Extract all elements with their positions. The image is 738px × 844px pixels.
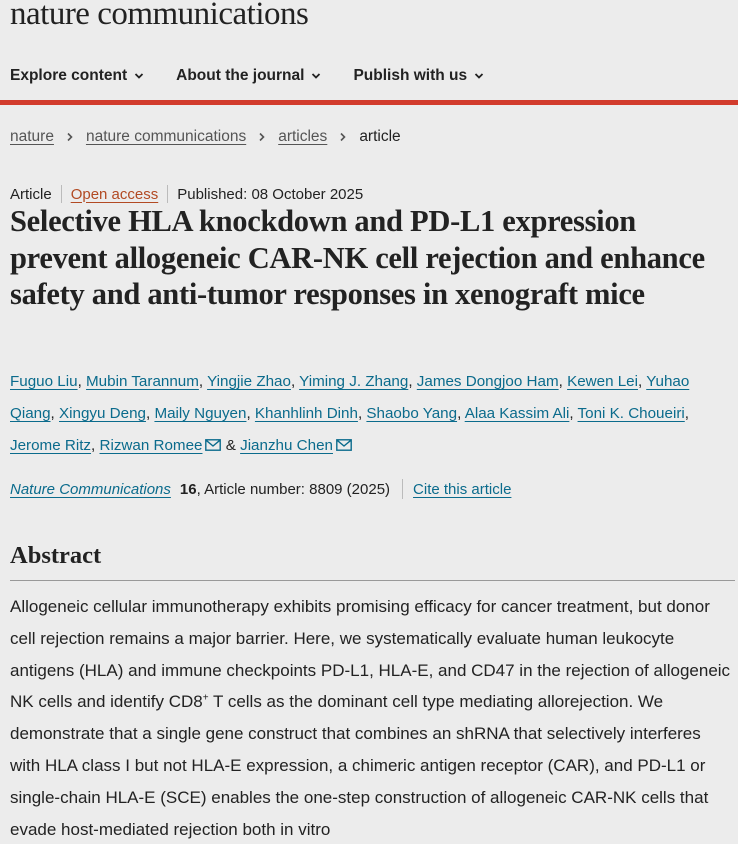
breadcrumb-nature-communications[interactable]: nature communications [85, 128, 247, 145]
site-logo[interactable]: nature communications [10, 0, 309, 32]
author-link[interactable]: Alaa Kassim Ali [464, 405, 570, 422]
author-link[interactable]: Kewen Lei [567, 373, 639, 390]
chevron-down-icon [474, 71, 484, 81]
author-separator: , [457, 405, 462, 422]
breadcrumb [10, 126, 401, 148]
envelope-icon[interactable] [336, 439, 352, 451]
article-meta [10, 184, 363, 204]
author-separator: , [408, 373, 413, 390]
abstract-divider [10, 580, 735, 581]
author-link[interactable]: Yiming J. Zhang [299, 373, 409, 390]
author-list [10, 366, 730, 462]
author-link[interactable]: Xingyu Deng [59, 405, 146, 422]
article-type: Article [10, 185, 52, 203]
author-separator: , [77, 373, 82, 390]
cite-this-article-link[interactable]: Cite this article [413, 480, 512, 498]
abstract-heading: Abstract [10, 542, 102, 569]
article-number: , Article number: 8809 (2025) [196, 480, 391, 498]
nav-about-journal[interactable] [176, 67, 321, 85]
author-separator: , [569, 405, 574, 422]
chevron-right-icon [258, 132, 266, 142]
author-separator: , [246, 405, 251, 422]
meta-divider [167, 185, 168, 203]
nav-label: Publish with us [353, 67, 468, 84]
article-title: Selective HLA knockdown and PD-L1 expression prevent allogeneic CAR-NK cell rejection and enhance safety and anti-tumor responses in xenograft mice [10, 204, 705, 311]
breadcrumb-nature[interactable]: nature [10, 128, 54, 145]
open-access-link[interactable]: Open access [70, 185, 159, 203]
nav-label: Explore content [10, 67, 128, 84]
abstract-text [10, 591, 732, 844]
author-separator: , [145, 405, 151, 422]
author-separator: , [638, 373, 643, 390]
envelope-icon[interactable] [205, 439, 221, 451]
author-separator: , [558, 373, 563, 390]
author-separator: , [91, 437, 96, 454]
author-ampersand: & [225, 437, 236, 454]
superscript-plus: + [202, 692, 209, 704]
author-separator: , [290, 373, 296, 390]
citation-divider [402, 479, 403, 499]
breadcrumb-current: article [359, 128, 401, 145]
author-link[interactable]: Maily Nguyen [154, 405, 247, 422]
main-nav [0, 56, 738, 96]
chevron-right-icon [339, 132, 347, 142]
volume-number: 16 [179, 480, 197, 498]
header-accent-bar [0, 100, 738, 105]
author-link[interactable]: Toni K. Choueiri [577, 405, 685, 422]
published-date: Published: 08 October 2025 [177, 185, 364, 203]
journal-link[interactable]: Nature Communications [10, 480, 171, 498]
author-link[interactable]: Mubin Tarannum [86, 373, 199, 390]
author-separator: , [684, 405, 689, 422]
abstract-text-part1: Allogeneic cellular immunotherapy exhibits promising efficacy for cancer treatment, but donor cell rejection remains a major barrier. Here, we systematically evaluate human leukocyte antigens (HLA) and immune checkpoints PD-L1, HLA-E, and CD47 in the rejection of allogeneic NK cells and identify CD8 [10, 597, 731, 712]
author-link[interactable]: Jerome Ritz [10, 437, 92, 454]
author-link[interactable]: Shaobo Yang [366, 405, 458, 422]
abstract-text-part2: T cells as the dominant cell type mediating allorejection. We demonstrate that a single gene construct that combines an shRNA that selectively interferes with HLA class I but not HLA-E expression, a chimeric antigen receptor (CAR), and PD-L1 or single-chain HLA-E (SCE) enables the one-step construction of allogeneic CAR-NK cells that evade host-mediated rejection both in vitro [10, 692, 709, 839]
breadcrumb-articles[interactable]: articles [278, 128, 328, 145]
citation-line [10, 478, 511, 500]
chevron-right-icon [66, 132, 74, 142]
author-separator: , [50, 405, 55, 422]
meta-divider [61, 185, 62, 203]
nav-label: About the journal [176, 67, 305, 84]
author-link[interactable]: Fuguo Liu [10, 373, 78, 390]
author-link[interactable]: Yuhao Qiang [10, 373, 690, 422]
author-separator: , [357, 405, 363, 422]
author-link[interactable]: Jianzhu Chen [240, 437, 333, 454]
author-separator: , [198, 373, 204, 390]
chevron-down-icon [311, 71, 321, 81]
nav-publish-with-us[interactable] [353, 67, 484, 85]
author-link[interactable]: Khanhlinh Dinh [254, 405, 358, 422]
author-link[interactable]: Rizwan Romee [99, 437, 203, 454]
chevron-down-icon [134, 71, 144, 81]
author-link[interactable]: James Dongjoo Ham [416, 373, 559, 390]
author-link[interactable]: Yingjie Zhao [207, 373, 291, 390]
nav-explore-content[interactable] [10, 67, 144, 85]
